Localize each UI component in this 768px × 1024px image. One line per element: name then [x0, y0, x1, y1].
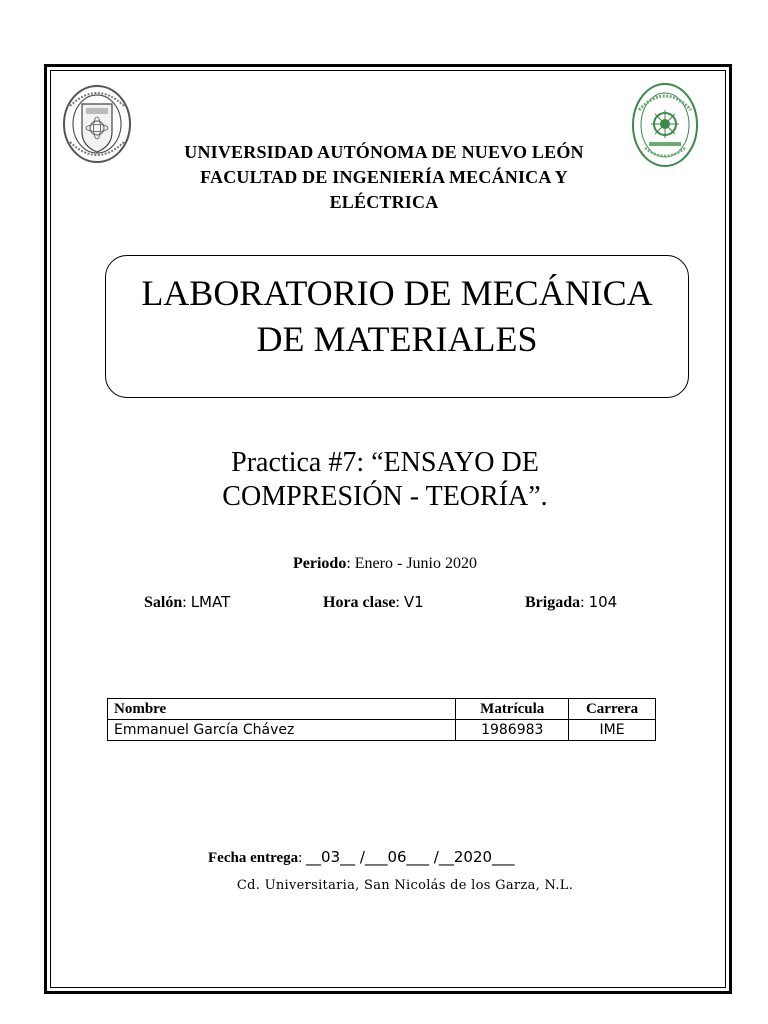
periodo-label: Periodo — [293, 555, 347, 572]
fecha-label: Fecha entrega — [208, 850, 299, 866]
header-matricula: Matrícula — [456, 699, 569, 720]
hora-clase-value: V1 — [403, 593, 424, 611]
fime-seal-icon — [631, 82, 699, 168]
brigada-label: Brigada — [525, 594, 581, 611]
periodo-line: Periodo: Enero - Junio 2020 — [293, 555, 477, 572]
fecha-value: __03__ /___06___ /__2020___ — [306, 848, 515, 866]
practice-title-line2: COMPRESIÓN - TEORÍA”. — [222, 481, 548, 512]
hora-clase-field: Hora clase: V1 — [323, 593, 424, 611]
practice-title — [120, 446, 650, 514]
header-nombre: Nombre — [108, 699, 456, 720]
institution-header — [130, 140, 638, 215]
table-row — [108, 720, 656, 741]
header-carrera: Carrera — [569, 699, 656, 720]
student-matricula: 1986983 — [456, 720, 569, 741]
salon-value: LMAT — [190, 593, 231, 611]
practice-title-line1: Practica #7: “ENSAYO DE — [231, 447, 539, 478]
faculty-name-line1: FACULTAD DE INGENIERÍA MECÁNICA Y — [200, 167, 568, 187]
students-table — [107, 698, 656, 741]
lab-title-box — [105, 255, 689, 398]
salon-field: Salón: LMAT — [144, 593, 231, 611]
brigada-value: 104 — [588, 593, 618, 611]
lab-title-line2: DE MATERIALES — [256, 319, 538, 359]
fecha-entrega: Fecha entrega: __03__ /___06___ /__2020___ — [208, 848, 515, 866]
faculty-name-line2: ELÉCTRICA — [329, 192, 439, 212]
table-header-row — [108, 699, 656, 720]
brigada-field: Brigada: 104 — [525, 593, 618, 611]
salon-label: Salón — [144, 594, 183, 611]
student-carrera: IME — [569, 720, 656, 741]
hora-clase-label: Hora clase — [323, 594, 396, 611]
lab-title-line1: LABORATORIO DE MECÁNICA — [141, 273, 653, 313]
student-name: Emmanuel García Chávez — [108, 720, 456, 741]
city-line: Cd. Universitaria, San Nicolás de los Garza, N.L. — [236, 878, 574, 893]
university-name: UNIVERSIDAD AUTÓNOMA DE NUEVO LEÓN — [184, 142, 584, 162]
uanl-seal-icon — [62, 84, 132, 164]
periodo-value: Enero - Junio 2020 — [354, 555, 477, 572]
